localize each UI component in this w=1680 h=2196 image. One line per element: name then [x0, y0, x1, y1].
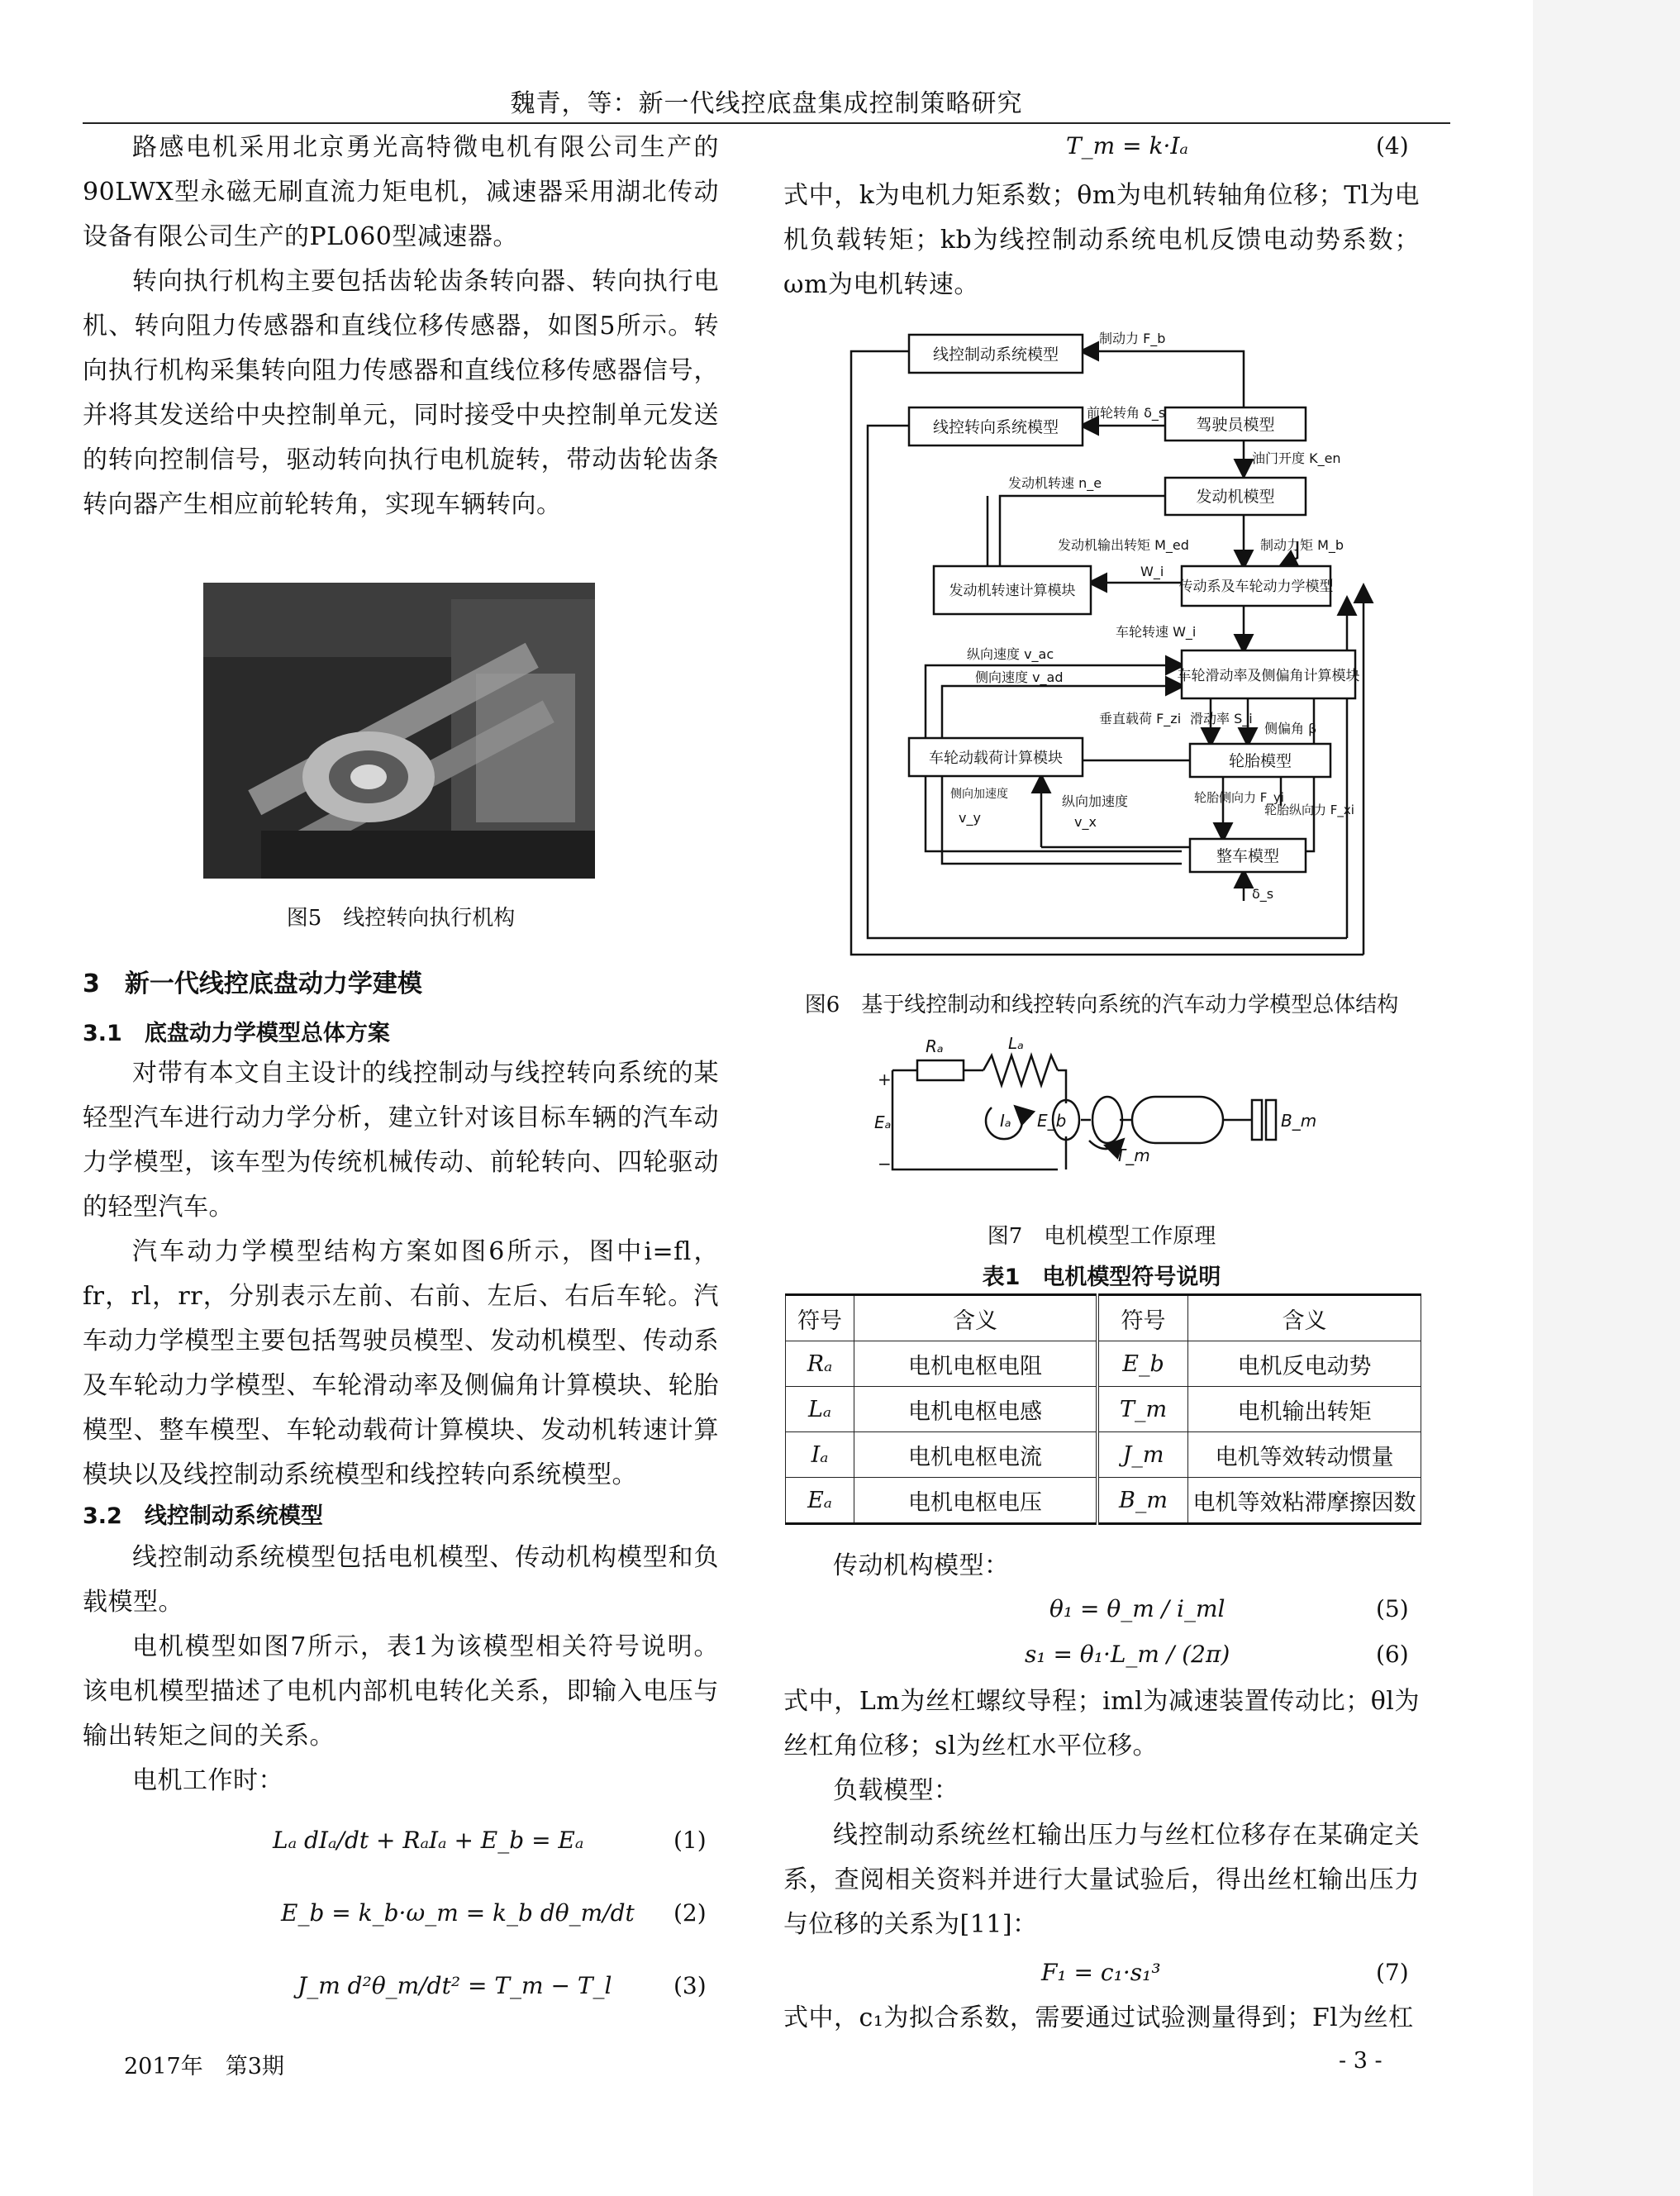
signal-label: 油门开度 K_en: [1252, 450, 1341, 466]
paragraph: 式中，c₁为拟合系数，需要通过试验测量得到；Fl为丝杠: [783, 2003, 1414, 2032]
equation-6: s₁ = θ₁·L_m / (2π): [1025, 1641, 1230, 1668]
figure-7-circuit: [868, 1037, 1364, 1203]
signal-label: 侧偏角 β: [1264, 721, 1317, 736]
load-inertia: [1132, 1097, 1223, 1143]
signal-label: 垂直载荷 F_zi: [1099, 711, 1182, 726]
block-label: 传动系及车轮动力学模型: [1178, 579, 1334, 595]
right-column: [783, 174, 1420, 307]
table-1-title: 表1 电机模型符号说明: [982, 1265, 1221, 1290]
signal-label: 制动力 F_b: [1099, 331, 1166, 346]
equation-2: E_b = k_b·ω_m = k_b dθ_m/dt: [281, 1899, 635, 1927]
circuit-label: B_m: [1281, 1111, 1317, 1131]
equation-number: (7): [1376, 1959, 1409, 1986]
table-row: [786, 1432, 1421, 1478]
equation-5: θ₁ = θ_m / i_ml: [1049, 1595, 1225, 1622]
section-heading: 3 新一代线控底盘动力学建模: [83, 969, 422, 998]
table-cell: B_m: [1097, 1478, 1188, 1524]
signal-label: 车轮转速 W_i: [1116, 624, 1197, 640]
table-row: [786, 1478, 1421, 1524]
block-label: 车轮滑动率及侧偏角计算模块: [1177, 668, 1360, 684]
table-cell: 电机等效粘滞摩擦因数: [1188, 1478, 1421, 1524]
block-label: 线控制动系统模型: [932, 345, 1059, 364]
equation-number: (6): [1376, 1641, 1409, 1668]
equation-number: (2): [673, 1899, 707, 1927]
paragraph: 路感电机采用北京勇光高特微电机有限公司生产的90LWX型永磁无刷直流力矩电机，减速器采用湖北传动设备有限公司生产的PL060型减速器。: [83, 133, 719, 251]
equation-3: J_m d²θ_m/dt² = T_m − T_l: [297, 1972, 612, 1999]
subsection-heading: 3.2 线控制动系统模型: [83, 1503, 323, 1529]
figure-6-block-diagram: [835, 310, 1413, 979]
running-header: 魏青，等：新一代线控底盘集成控制策略研究: [510, 89, 1023, 118]
table-cell: 电机等效转动惯量: [1188, 1432, 1421, 1478]
left-column-lower: [83, 1051, 719, 1498]
table-cell: 电机输出转矩: [1188, 1387, 1421, 1432]
issue-footer: 2017年 第3期: [124, 2054, 284, 2079]
signal-label: 前轮转角 δ_s: [1087, 405, 1166, 421]
circuit-label: +: [878, 1069, 892, 1089]
block-label: 轮胎模型: [1228, 752, 1292, 770]
circuit-label: Lₐ: [1008, 1037, 1024, 1053]
equation-number: (5): [1376, 1595, 1409, 1622]
table-cell: 电机电枢电阻: [854, 1341, 1098, 1387]
page-margin: [1533, 0, 1680, 2196]
signal-label: 轮胎纵向力 F_xi: [1264, 803, 1354, 817]
signal-label: 侧向速度 v_ad: [975, 669, 1064, 685]
paragraph: 电机模型如图7所示，表1为该模型相关符号说明。该电机模型描述了电机内部机电转化关系，即输入电压与输出转矩之间的关系。: [83, 1632, 719, 1751]
table-header-cell: 符号: [1097, 1295, 1188, 1341]
signal-label: 侧向加速度: [950, 788, 1008, 801]
left-column: [83, 126, 719, 527]
table-cell: T_m: [1097, 1387, 1188, 1432]
equation-7: F₁ = c₁·s₁³: [1041, 1959, 1161, 1986]
table-cell: Iₐ: [786, 1432, 854, 1478]
signal-label: 制动力矩 M_b: [1260, 537, 1344, 553]
paragraph: 负载模型：: [833, 1776, 959, 1805]
left-column-bottom: [83, 1536, 719, 1803]
table-cell: 电机电枢电流: [854, 1432, 1098, 1478]
table-header-cell: 含义: [854, 1295, 1098, 1341]
signal-label: 纵向加速度: [1062, 793, 1129, 809]
header-rule: [83, 122, 1450, 124]
paragraph: 式中，Lm为丝杠螺纹导程；iml为减速装置传动比；θl为丝杠角位移；sl为丝杠水平位移。: [783, 1687, 1420, 1760]
table-header-cell: 符号: [786, 1295, 854, 1341]
block-label: 线控转向系统模型: [932, 418, 1059, 436]
table-cell: 电机反电动势: [1188, 1341, 1421, 1387]
paragraph: 汽车动力学模型结构方案如图6所示，图中i=fl，fr，rl，rr，分别表示左前、右前、左后、右后车轮。汽车动力学模型主要包括驾驶员模型、发动机模型、传动系及车轮动力学模型、车轮滑动率及侧偏角计算模块、轮胎模型、整车模型、车轮动载荷计算模块、发动机转速计算模块以及线控制动系统模型和线控转向系统模型。: [83, 1237, 719, 1489]
paragraph: 线控制动系统模型包括电机模型、传动机构模型和负载模型。: [83, 1543, 719, 1617]
block-label: 整车模型: [1216, 847, 1280, 865]
inductor-la: [983, 1055, 1058, 1085]
right-column-lower: [783, 1544, 1420, 1589]
signal-label: W_i: [1140, 564, 1164, 579]
equation-1: Lₐ dIₐ/dt + RₐIₐ + E_b = Eₐ: [273, 1827, 584, 1854]
signal-label: v_y: [959, 810, 981, 826]
paragraph: 转向执行机构主要包括齿轮齿条转向器、转向执行电机、转向阻力传感器和直线位移传感器，如图5所示。转向执行机构采集转向阻力传感器和直线位移传感器信号，并将其发送给中央控制单元，同时接受中央控制单元发送的转向控制信号，驱动转向执行电机旋转，带动齿轮齿条转向器产生相应前轮转角，实现车辆转向。: [83, 267, 719, 519]
table-1: [785, 1293, 1421, 1525]
signal-label: 发动机转速 n_e: [1008, 475, 1102, 491]
table-cell: J_m: [1097, 1432, 1188, 1478]
equation-number: (4): [1376, 132, 1409, 160]
right-column-last: [783, 1996, 1420, 2041]
signal-label: 滑动率 S_i: [1190, 711, 1253, 726]
paragraph: 传动机构模型：: [833, 1551, 1010, 1580]
table-cell: Eₐ: [786, 1478, 854, 1524]
resistor-ra: [917, 1060, 964, 1080]
signal-label: 纵向速度 v_ac: [967, 646, 1054, 662]
table-row: [786, 1341, 1421, 1387]
circuit-label: Iₐ: [1000, 1111, 1011, 1131]
block-label: 发动机转速计算模块: [949, 583, 1076, 599]
paragraph: 对带有本文自主设计的线控制动与线控转向系统的某轻型汽车进行动力学分析，建立针对该目标车辆的汽车动力学模型，该车型为传统机械传动、前轮转向、四轮驱动的轻型汽车。: [83, 1059, 719, 1222]
figure-5-photo: [203, 583, 595, 879]
equation-4: T_m = k·Iₐ: [1066, 132, 1188, 160]
equation-number: (3): [673, 1972, 707, 1999]
circuit-label: Eₐ: [874, 1112, 892, 1132]
paragraph: 电机工作时：: [132, 1766, 283, 1795]
paragraph: 式中，k为电机力矩系数；θm为电机转轴角位移；Tl为电机负载转矩；kb为线控制动系统电机反馈电动势系数；ωm为电机转速。: [783, 181, 1420, 299]
damper-bm: [1266, 1100, 1276, 1140]
page-number: - 3 -: [1339, 2048, 1383, 2074]
circuit-label: T_m: [1116, 1146, 1150, 1165]
signal-label: 发动机输出转矩 M_ed: [1058, 537, 1189, 553]
table-cell: Rₐ: [786, 1341, 854, 1387]
table-cell: 电机电枢电压: [854, 1478, 1098, 1524]
paragraph: 线控制动系统丝杠输出压力与丝杠位移存在某确定关系，查阅相关资料并进行大量试验后，得出丝杠输出压力与位移的关系为[11]：: [783, 1821, 1420, 1939]
table-header-row: [786, 1295, 1421, 1341]
table-row: [786, 1387, 1421, 1432]
table-cell: E_b: [1097, 1341, 1188, 1387]
subsection-heading: 3.1 底盘动力学模型总体方案: [83, 1021, 390, 1046]
signal-label: v_x: [1074, 814, 1097, 830]
right-column-bottom: [783, 1679, 1420, 1947]
circuit-label: Rₐ: [926, 1037, 944, 1056]
table-cell: 电机电枢电感: [854, 1387, 1098, 1432]
table-header-cell: 含义: [1188, 1295, 1421, 1341]
circuit-label: −: [878, 1154, 892, 1174]
circuit-label: E_b: [1037, 1111, 1067, 1131]
block-label: 驾驶员模型: [1196, 416, 1275, 434]
signal-label: 轮胎侧向力 F_yi: [1194, 790, 1284, 805]
table-cell: Lₐ: [786, 1387, 854, 1432]
figure-5-caption: 图5 线控转向执行机构: [286, 906, 516, 931]
equation-number: (1): [673, 1827, 707, 1854]
block-label: 发动机模型: [1196, 488, 1275, 506]
figure-6-caption: 图6 基于线控制动和线控转向系统的汽车动力学模型总体结构: [804, 993, 1399, 1017]
figure-7-caption: 图7 电机模型工作原理: [987, 1224, 1216, 1249]
signal-label: δ_s: [1252, 886, 1274, 902]
block-label: 车轮动载荷计算模块: [929, 750, 1063, 767]
